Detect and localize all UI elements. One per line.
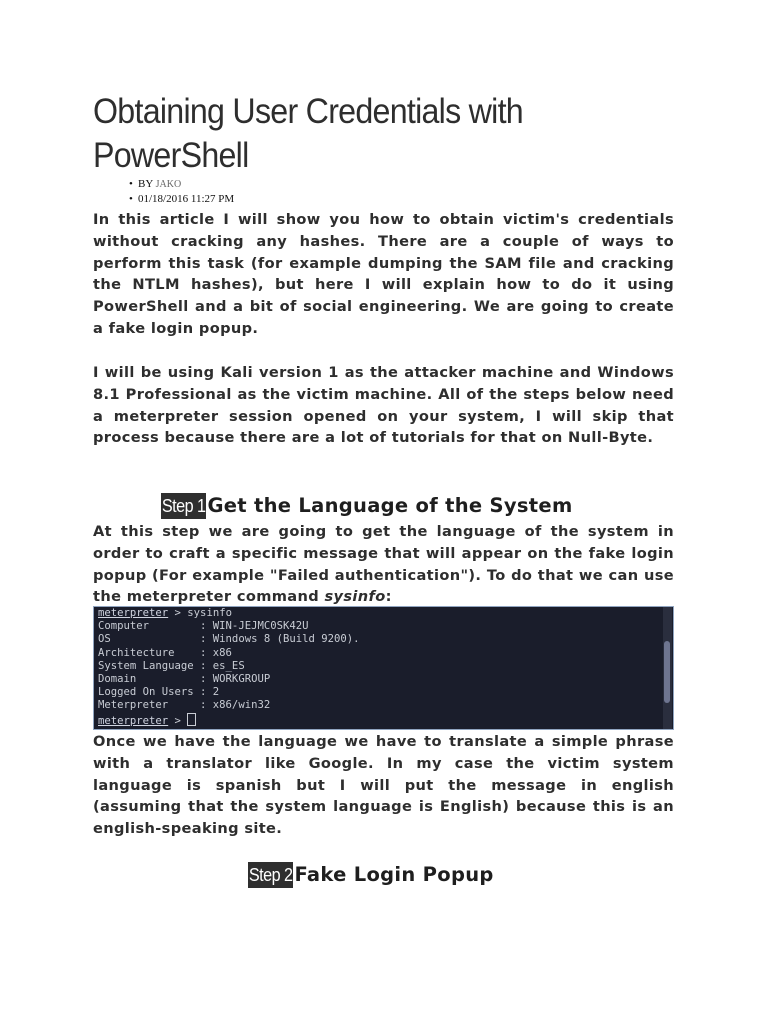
article-meta [129, 177, 234, 207]
terminal-row: Architecture : x86 [98, 646, 232, 659]
setup-paragraph: I will be using Kali version 1 as the attacker machine and Windows 8.1 Professional as the victim machine. All of the steps below need a meterpreter session opened on your system, I will skip that process because there are a lot of tutorials for that on Null-Byte. [93, 364, 674, 447]
terminal-scrollbar[interactable] [663, 607, 672, 729]
date-text: 01/18/2016 11:27 PM [138, 193, 235, 205]
step-1-colon: : [385, 588, 392, 606]
terminal-row: Meterpreter : x86/win32 [98, 699, 271, 712]
translate-paragraph: Once we have the language we have to translate a simple phrase with a translator like Google. In my case the victim system language is spanish but I will put the message in english (assuming that the system language is English) because this is an english-speaking site. [93, 733, 674, 838]
terminal-command-line [98, 607, 673, 620]
bullet-icon: • [129, 178, 133, 190]
terminal-row: System Language : es_ES [98, 659, 245, 672]
bullet-icon: • [129, 193, 133, 205]
scrollbar-thumb[interactable] [664, 641, 670, 703]
byline [129, 177, 234, 192]
terminal-row: OS : Windows 8 (Build 9200). [98, 633, 360, 646]
terminal-final-line [98, 713, 673, 726]
sysinfo-command: sysinfo [324, 588, 386, 606]
cursor-icon [187, 713, 196, 726]
step-1-heading [161, 493, 573, 519]
step-1-text: At this step we are going to get the language of the system in order to craft a specific message that will appear on the fake login popup (For example "Failed authentication"). To do that we can use the meterpreter command [93, 523, 674, 606]
page-title: Obtaining User Credentials with PowerShell [93, 92, 523, 175]
step-2-heading [248, 862, 494, 888]
terminal-row: Domain : WORKGROUP [98, 672, 271, 685]
terminal-row: Computer : WIN-JEJMC0SK42U [98, 620, 309, 633]
post-date [129, 192, 234, 207]
step-2-badge: Step 2 [248, 862, 293, 888]
step-1-title: Get the Language of the System [207, 494, 573, 517]
author-link[interactable]: JAKO [155, 179, 182, 190]
terminal-screenshot [93, 606, 674, 730]
step-1-badge: Step 1 [161, 493, 206, 519]
terminal-row: Logged On Users : 2 [98, 686, 220, 699]
step-1-paragraph [93, 521, 674, 608]
terminal-prompt: meterpreter [98, 607, 169, 619]
intro-paragraph: In this article I will show you how to obtain victim's credentials without cracking any hashes. There are a couple of ways to perform this task (for example dumping the SAM file and cracking the NTLM hashes), but here I will explain how to do it using PowerShell and a bit of social engineering. We are going to create a fake login popup. [93, 211, 674, 337]
terminal-prompt-suffix: > [168, 714, 188, 727]
step-2-title: Fake Login Popup [294, 863, 494, 886]
terminal-command: > sysinfo [168, 607, 232, 619]
terminal-prompt: meterpreter [98, 714, 169, 727]
by-label: BY [138, 178, 153, 190]
